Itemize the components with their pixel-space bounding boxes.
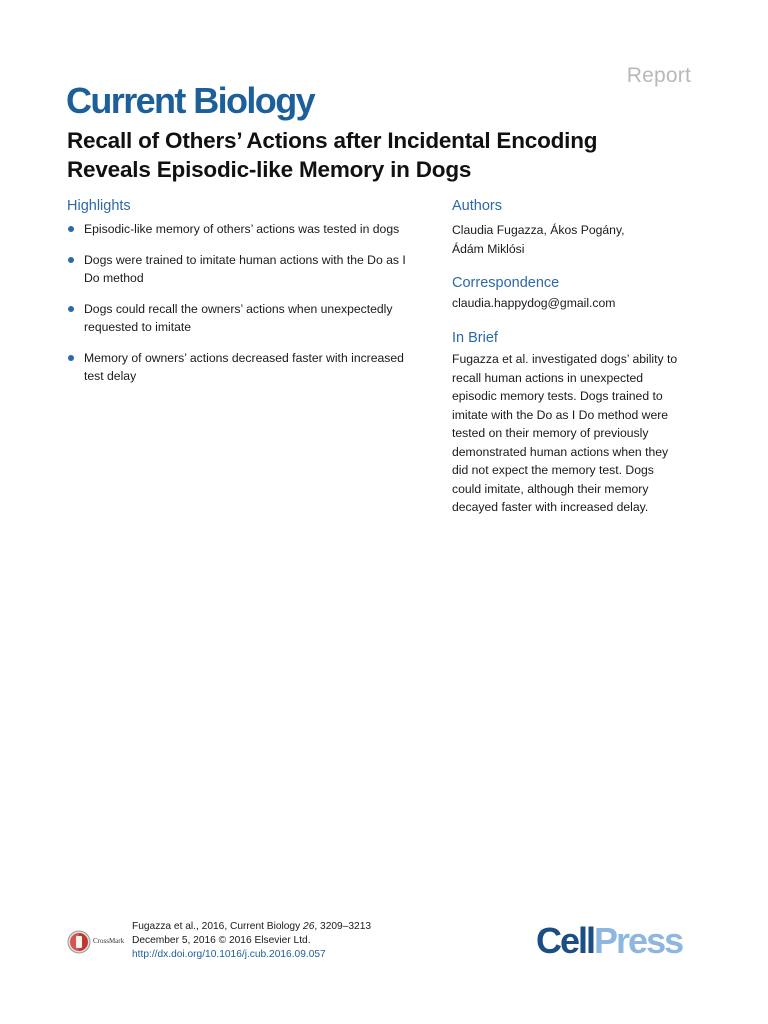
highlight-item — [67, 220, 439, 239]
in-brief-line: episodic memory tests. Dogs trained to — [452, 389, 663, 403]
bullet-icon — [68, 355, 74, 361]
citation-date: December 5, 2016 © 2016 Elsevier Ltd. — [132, 935, 311, 946]
correspondence-email[interactable]: claudia.happydog@gmail.com — [452, 296, 616, 310]
highlight-line: Dogs were trained to imitate human actions with the Do as I — [84, 252, 406, 267]
highlights-list — [67, 220, 439, 398]
author-line: Ádám Miklósi — [452, 241, 525, 256]
citation-line — [132, 920, 371, 934]
author-list — [452, 221, 702, 258]
in-brief-line: tested on their memory of previously — [452, 426, 649, 440]
in-brief-line: did not expect the memory test. Dogs — [452, 463, 654, 477]
highlight-line: Episodic-like memory of others’ actions was tested in dogs — [84, 222, 400, 236]
citation-volume: 26 — [303, 921, 315, 932]
in-brief-line: imitate with the Do as I Do method were — [452, 407, 669, 422]
in-brief-heading: In Brief — [452, 330, 498, 346]
citation-pages: , 3209–3213 — [314, 921, 372, 932]
bullet-icon — [68, 226, 74, 232]
article-type-label: Report — [626, 64, 691, 87]
crossmark-icon — [67, 930, 91, 954]
in-brief-line: recall human actions in unexpected — [452, 370, 644, 385]
in-brief-line: demonstrated human actions when they — [452, 444, 669, 459]
highlight-item — [67, 300, 439, 337]
logo-part-press: Press — [594, 920, 683, 961]
citation-block — [132, 920, 371, 962]
title-line: Reveals Episodic-like Memory in Dogs — [67, 157, 472, 182]
journal-title: Current Biology — [66, 80, 315, 121]
bullet-icon — [68, 257, 74, 263]
highlight-line: test delay — [84, 369, 137, 383]
highlight-line: Do method — [84, 271, 144, 285]
highlights-heading: Highlights — [67, 198, 131, 214]
bullet-icon — [68, 306, 74, 312]
citation-prefix: Fugazza et al., 2016, Current Biology — [132, 921, 304, 932]
correspondence-heading: Correspondence — [452, 275, 560, 291]
in-brief-line: could imitate, although their memory — [452, 481, 649, 496]
doi-link[interactable]: http://dx.doi.org/10.1016/j.cub.2016.09.057 — [132, 949, 326, 960]
highlight-line: requested to imitate — [84, 320, 192, 334]
in-brief-text — [452, 350, 702, 517]
author-line: Claudia Fugazza, Ákos Pogány, — [452, 223, 625, 237]
highlight-line: Memory of owners’ actions decreased faster with increased — [84, 350, 404, 365]
article-title — [67, 126, 717, 184]
title-line: Recall of Others’ Actions after Incidental Encoding — [67, 128, 598, 153]
in-brief-line: decayed faster with increased delay. — [452, 500, 649, 514]
crossmark-badge[interactable] — [67, 930, 131, 954]
crossmark-label: CrossMark — [93, 937, 125, 945]
logo-part-cell: Cell — [536, 920, 595, 961]
cellpress-logo — [536, 920, 682, 962]
authors-heading: Authors — [452, 198, 502, 214]
in-brief-line: Fugazza et al. investigated dogs’ ability to — [452, 352, 678, 366]
highlight-item — [67, 251, 439, 288]
highlight-item — [67, 349, 439, 386]
highlight-line: Dogs could recall the owners’ actions when unexpectedly — [84, 301, 393, 316]
